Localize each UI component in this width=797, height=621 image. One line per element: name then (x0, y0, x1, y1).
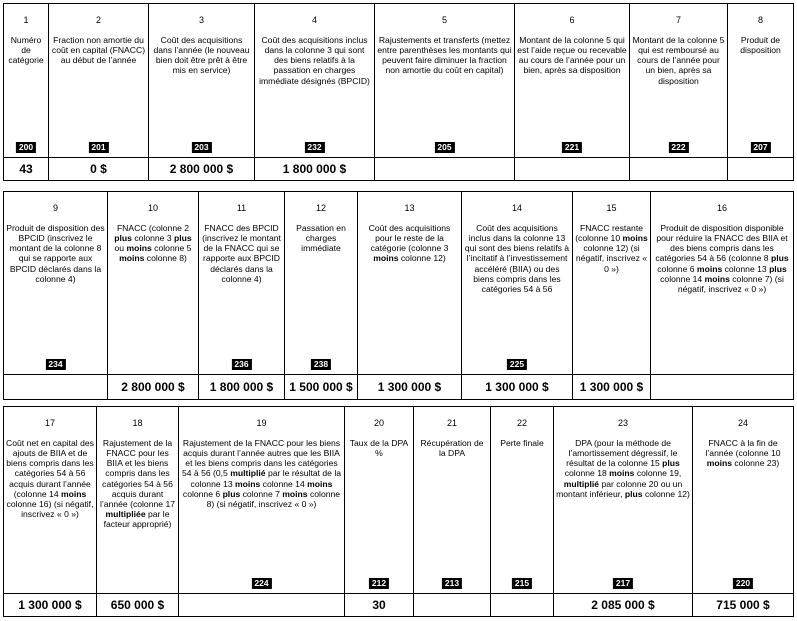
description-text: colonne 14 (660, 273, 705, 284)
column-18-value: 650 000 $ (97, 594, 179, 617)
column-9-value (4, 375, 108, 400)
value-row (4, 594, 794, 617)
column-description: Numéro de catégorie (8, 35, 44, 66)
description-text: colonne 8) (144, 253, 187, 264)
description-text: par colonne 20 ou un montant inférieur, (556, 478, 683, 499)
bold-keyword: plus (114, 233, 132, 244)
column-13-value: 1 300 000 $ (358, 375, 462, 400)
column-description: Coût des acquisitions dans l’année (le nouveau bien doit être prêt à être mis en service) (153, 35, 250, 76)
description-text: ou (114, 243, 127, 254)
column-number: 12 (315, 203, 326, 213)
line-code-badge: 225 (507, 359, 527, 370)
column-number: 15 (606, 203, 617, 213)
column-number: 9 (52, 203, 58, 213)
description-text: colonne 5 (151, 243, 192, 254)
column-2-header (49, 4, 149, 158)
column-11-value: 1 800 000 $ (199, 375, 285, 400)
bold-keyword: moins (609, 468, 635, 479)
column-description: Montant de la colonne 5 qui est remboursé au cours de l’année pour un bien, après sa disposition (632, 35, 725, 86)
column-3-header (149, 4, 255, 158)
column-6-header (515, 4, 630, 158)
column-11-header (199, 192, 285, 375)
column-description (653, 223, 791, 294)
bold-keyword: moins (307, 478, 333, 489)
line-code-badge: 200 (16, 142, 36, 153)
column-description: Produit de disposition (740, 35, 781, 56)
column-6-value (515, 158, 630, 181)
description-text: Produit de disposition disponible pour réduire la FNACC des BIIA et des biens compris dans les catégories 54 à 56 (colonne 8 (655, 223, 788, 264)
description-text: Coût des acquisitions pour le reste de la catégorie (colonne 3 (368, 223, 451, 254)
column-number: 2 (95, 15, 101, 25)
column-23-header (554, 407, 693, 594)
column-description: Rajustements et transferts (mettez entre parenthèses les montants qui peuvent faire diminuer la fraction non amortie du coût en capital) (377, 35, 512, 76)
column-description (360, 223, 459, 264)
bold-keyword: moins (704, 273, 730, 284)
header-row (4, 4, 794, 158)
description-text: colonne 6 (657, 263, 697, 274)
description-text: colonne 7) (si négatif, inscrivez « 0 ») (677, 273, 784, 294)
column-19-header (179, 407, 345, 594)
description-text: colonne 12) (642, 488, 690, 499)
column-description (575, 223, 648, 274)
column-23-value: 2 085 000 $ (554, 594, 693, 617)
column-15-header (573, 192, 651, 375)
header-row (4, 192, 794, 375)
description-text: colonne 8) (si négatif, inscrivez « 0 ») (206, 488, 341, 509)
column-number: 17 (44, 418, 55, 428)
column-15-value: 1 300 000 $ (573, 375, 651, 400)
column-number: 8 (757, 15, 763, 25)
description-text: DPA (pour la méthode de l’amortissement dégressif, le résultat de la colonne 15 (566, 438, 678, 469)
line-code-badge: 224 (251, 578, 271, 589)
column-14-value: 1 300 000 $ (462, 375, 573, 400)
column-16-value (651, 375, 794, 400)
column-description: Passation en charges immédiate (296, 223, 346, 254)
column-12-header (285, 192, 358, 375)
description-text: Rajustement de la FNACC pour les BIIA et les biens compris dans les catégories 54 à 56 acquis durant l’année (colonne 17 (99, 438, 175, 509)
column-number: 6 (569, 15, 575, 25)
column-description: Taux de la DPA % (349, 438, 409, 459)
line-code-badge: 217 (613, 578, 633, 589)
cca-table-part-3 (3, 406, 794, 617)
column-description: Récupération de la DPA (420, 438, 484, 459)
column-number: 11 (236, 203, 247, 213)
column-number: 5 (441, 15, 447, 25)
column-2-value: 0 $ (49, 158, 149, 181)
description-text: Rajustement de la FNACC pour les biens acquis durant l’année autres que les BIIA et les biens compris dans les catégories 54 à 56 (0,5 (181, 438, 341, 479)
bold-keyword: moins (282, 488, 308, 499)
column-4-header (255, 4, 375, 158)
bold-keyword: multiplié (230, 468, 266, 479)
column-number: 16 (716, 203, 727, 213)
description-text: FNACC restante (colonne 10 (575, 223, 644, 244)
column-21-value (414, 594, 491, 617)
header-row (4, 407, 794, 594)
column-description (110, 223, 196, 264)
description-text: colonne 13 (722, 263, 770, 274)
column-description: Produit de disposition des BPCID (inscrivez le montant de la colonne 8 qui se rapporte aux BPCID déclarés dans la colonne 4) (6, 223, 105, 284)
line-code-badge: 213 (442, 578, 462, 589)
bold-keyword: moins (622, 233, 648, 244)
column-3-value: 2 800 000 $ (149, 158, 255, 181)
column-description: Coût des acquisitions inclus dans la colonne 3 qui sont des biens relatifs à la passation en charges immédiate désignés (BPCID) (259, 35, 370, 86)
column-1-value: 43 (4, 158, 49, 181)
bold-keyword: plus (174, 233, 192, 244)
column-17-value: 1 300 000 $ (4, 594, 97, 617)
value-row (4, 158, 794, 181)
bold-keyword: plus (769, 263, 787, 274)
description-text: Coût net en capital des ajouts de BIIA et de biens compris dans les catégories 54 à 56 acquis durant l’année (colonne 14 (6, 438, 94, 499)
column-number: 4 (311, 15, 317, 25)
description-text: colonne 19, (634, 468, 682, 479)
column-number: 23 (617, 418, 628, 428)
column-12-value: 1 500 000 $ (285, 375, 358, 400)
column-description: Montant de la colonne 5 qui est l’aide reçue ou recevable au cours de l’année pour un bien, après sa disposition (517, 35, 627, 76)
line-code-badge: 220 (733, 578, 753, 589)
description-text: colonne 6 (182, 488, 223, 499)
column-description: Coût des acquisitions inclus dans la colonne 13 qui sont des biens relatifs à l’incitatif à l’investissement accéléré (BIIA) ou des biens compris dans les catégories 54 à 56 (464, 223, 570, 294)
column-description (695, 438, 791, 468)
bold-keyword: moins (696, 263, 723, 274)
description-text: colonne 3 (131, 233, 175, 244)
column-19-value (179, 594, 345, 617)
column-8-value (728, 158, 794, 181)
line-code-badge: 221 (562, 142, 582, 153)
column-5-header (375, 4, 515, 158)
description-text: FNACC (colonne 2 (116, 223, 190, 233)
column-number: 20 (373, 418, 384, 428)
column-5-value (375, 158, 515, 181)
column-8-header (728, 4, 794, 158)
column-number: 22 (516, 418, 527, 428)
column-10-header (108, 192, 199, 375)
column-7-header (630, 4, 728, 158)
column-description (181, 438, 342, 509)
column-number: 3 (198, 15, 204, 25)
line-code-badge: 207 (750, 142, 770, 153)
description-text: FNACC à la fin de l’année (colonne 10 (705, 438, 781, 459)
column-16-header (651, 192, 794, 375)
column-description: Perte finale (500, 438, 544, 448)
description-text: colonne 18 (564, 468, 610, 479)
column-description (6, 438, 94, 519)
bold-keyword: plus (624, 488, 643, 499)
column-13-header (358, 192, 462, 375)
column-1-header (4, 4, 49, 158)
column-21-header (414, 407, 491, 594)
column-description (99, 438, 176, 529)
column-20-header (345, 407, 414, 594)
line-code-badge: 238 (311, 359, 331, 370)
bold-keyword: plus (662, 458, 680, 469)
bold-keyword: moins (119, 253, 145, 264)
column-number: 21 (446, 418, 457, 428)
column-description (556, 438, 690, 499)
column-20-value: 30 (345, 594, 414, 617)
bold-keyword: plus (770, 253, 789, 264)
bold-keyword: moins (61, 488, 87, 499)
line-code-badge: 222 (668, 142, 688, 153)
column-number: 24 (737, 418, 748, 428)
column-description: Fraction non amortie du coût en capital (FNACC) au début de l’année (51, 35, 146, 66)
column-4-value: 1 800 000 $ (255, 158, 375, 181)
column-number: 19 (256, 418, 267, 428)
cca-table-part-1 (3, 3, 794, 181)
column-22-header (491, 407, 554, 594)
column-24-header (693, 407, 794, 594)
column-number: 13 (404, 203, 415, 213)
line-code-badge: 234 (45, 359, 65, 370)
column-7-value (630, 158, 728, 181)
line-code-badge: 203 (191, 142, 211, 153)
cca-table-part-2 (3, 191, 794, 400)
bold-keyword: multiplié (563, 478, 600, 489)
column-number: 7 (675, 15, 681, 25)
bold-keyword: multipliée (105, 508, 146, 519)
description-text: par le résultat de la colonne 13 (190, 468, 342, 489)
description-text: par le facteur approprié) (103, 508, 172, 530)
line-code-badge: 232 (304, 142, 324, 153)
column-number: 14 (511, 203, 522, 213)
column-number: 18 (132, 418, 143, 428)
bold-keyword: plus (222, 488, 241, 499)
description-text: colonne 23) (732, 458, 780, 469)
line-code-badge: 212 (369, 578, 389, 589)
description-text: colonne 12) (si négatif, inscrivez « 0 ») (575, 243, 648, 274)
line-code-badge: 201 (88, 142, 108, 153)
line-code-badge: 236 (231, 359, 251, 370)
column-10-value: 2 800 000 $ (108, 375, 199, 400)
column-22-value (491, 594, 554, 617)
bold-keyword: moins (234, 478, 261, 489)
description-text: colonne 7 (240, 488, 283, 499)
column-number: 1 (23, 15, 29, 25)
description-text: colonne 12) (398, 253, 446, 264)
column-9-header (4, 192, 108, 375)
column-18-header (97, 407, 179, 594)
line-code-badge: 205 (434, 142, 454, 153)
bold-keyword: moins (373, 253, 399, 264)
column-14-header (462, 192, 573, 375)
column-number: 10 (147, 203, 158, 213)
column-17-header (4, 407, 97, 594)
bold-keyword: moins (126, 243, 152, 254)
description-text: colonne 16) (si négatif, inscrivez « 0 ») (6, 498, 94, 519)
bold-keyword: moins (706, 458, 732, 469)
column-24-value: 715 000 $ (693, 594, 794, 617)
line-code-badge: 215 (512, 578, 532, 589)
value-row (4, 375, 794, 400)
column-description: FNACC des BPCID (inscrivez le montant de la FNACC qui se rapporte aux BPCID déclarés dans la colonne 4) (202, 223, 281, 284)
description-text: colonne 14 (260, 478, 308, 489)
